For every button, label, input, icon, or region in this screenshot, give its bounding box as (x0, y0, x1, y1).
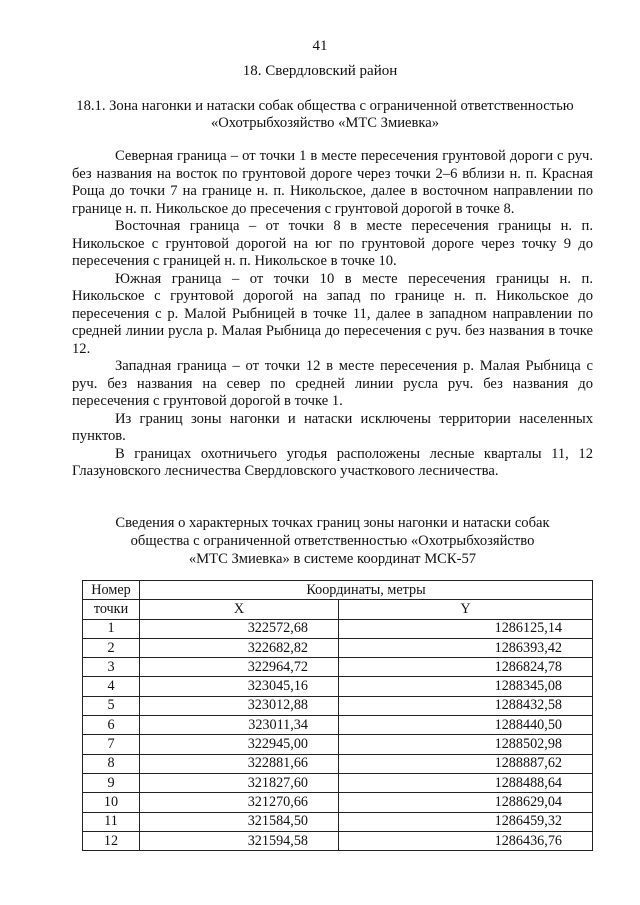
coord-x: 323012,88 (140, 696, 339, 715)
table-row (83, 716, 593, 735)
point-number: 4 (83, 677, 140, 696)
point-number: 12 (83, 831, 140, 850)
header-y: Y (339, 600, 593, 619)
table-caption-line: общества с ограниченной ответственностью «Охотрыбхозяйство (130, 533, 535, 549)
point-number: 9 (83, 773, 140, 792)
table-row (83, 812, 593, 831)
point-number: 11 (83, 812, 140, 831)
coord-y: 1288345,08 (339, 677, 593, 696)
header-number-top: Номер (83, 581, 140, 600)
table-row (83, 619, 593, 638)
point-number: 8 (83, 754, 140, 773)
table-row (83, 638, 593, 657)
coord-x: 323011,34 (140, 716, 339, 735)
paragraph-east-border: Восточная граница – от точки 8 в месте пересечения границы н. п. Никольское с грунтовой дорогой на юг по грунтовой дороге через точку 9 до пересечения с границей н. п. Никольское в точке 10. (72, 218, 593, 269)
table-caption-line: Сведения о характерных точках границ зоны нагонки и натаски собак (115, 515, 550, 531)
table-row (83, 696, 593, 715)
subsection-title: 18.1. Зона нагонки и натаски собак общества с ограниченной ответственностью «Охотрыбхозяйство «МТС Змиевка» (76, 98, 574, 131)
coord-y: 1288432,58 (339, 696, 593, 715)
coord-x: 322964,72 (140, 658, 339, 677)
point-number: 10 (83, 793, 140, 812)
coord-y: 1288440,50 (339, 716, 593, 735)
table-row (83, 735, 593, 754)
table-caption-line: «МТС Змиевка» в системе координат МСК-57 (188, 551, 477, 567)
table-row (83, 677, 593, 696)
coord-y: 1288629,04 (339, 793, 593, 812)
coord-x: 321594,58 (140, 831, 339, 850)
coord-x: 321270,66 (140, 793, 339, 812)
coord-x: 322682,82 (140, 638, 339, 657)
paragraph-south-border: Южная граница – от точки 10 в месте пересечения границы н. п. Никольское с грунтовой дорогой на запад по границе н. п. Никольское до пересечения с р. Малой Рыбницей в точке 11, далее в западном направлении по средней линии русла р. Малая Рыбница до пересечения с руч. без названия в точке 12. (72, 270, 593, 357)
coord-x: 322881,66 (140, 754, 339, 773)
coord-y: 1286393,42 (339, 638, 593, 657)
page-number: 41 (312, 38, 328, 54)
point-number: 6 (83, 716, 140, 735)
table-caption (72, 514, 593, 568)
coord-x: 323045,16 (140, 677, 339, 696)
point-number: 3 (83, 658, 140, 677)
point-number: 5 (83, 696, 140, 715)
coord-x: 321827,60 (140, 773, 339, 792)
coord-x: 322572,68 (140, 619, 339, 638)
coord-y: 1288887,62 (339, 754, 593, 773)
paragraph-north-border: Северная граница – от точки 1 в месте пересечения грунтовой дороги с руч. без названия на восток по грунтовой дороге через точки 2–6 вблизи н. п. Красная Роща до точки 7 на границе н. п. Никольское, далее в восточном направлении по границе н. п. Никольское до пресечения с грунтовой дорогой в точке 8. (72, 148, 593, 217)
table-row (83, 658, 593, 677)
table-row (83, 754, 593, 773)
table-header-row (83, 600, 593, 619)
point-number: 2 (83, 638, 140, 657)
point-number: 1 (83, 619, 140, 638)
paragraph-forest-quarters: В границах охотничьего угодья расположены лесные кварталы 11, 12 Глазуновского лесничества Свердловского участкового лесничества. (72, 445, 593, 479)
coord-x: 322945,00 (140, 735, 339, 754)
paragraph-exclusions: Из границ зоны нагонки и натаски исключены территории населенных пунктов. (72, 410, 593, 444)
header-coordinates: Координаты, метры (140, 581, 593, 600)
paragraph-west-border: Западная граница – от точки 12 в месте пересечения р. Малая Рыбница с руч. без названия на север по средней линии русла руч. без названия до пересечения с грунтовой дорогой в точке 1. (72, 358, 593, 409)
header-number-bottom: точки (83, 600, 140, 619)
table-row (83, 793, 593, 812)
coord-y: 1286824,78 (339, 658, 593, 677)
body-text (72, 148, 593, 481)
coord-y: 1288488,64 (339, 773, 593, 792)
point-number: 7 (83, 735, 140, 754)
coord-y: 1288502,98 (339, 735, 593, 754)
coord-x: 321584,50 (140, 812, 339, 831)
coord-y: 1286436,76 (339, 831, 593, 850)
coord-y: 1286125,14 (339, 619, 593, 638)
header-x: X (140, 600, 339, 619)
coordinates-table (82, 580, 593, 851)
table-header-row (83, 581, 593, 600)
table-row (83, 773, 593, 792)
table-row (83, 831, 593, 850)
section-title: 18. Свердловский район (242, 63, 398, 79)
coord-y: 1286459,32 (339, 812, 593, 831)
